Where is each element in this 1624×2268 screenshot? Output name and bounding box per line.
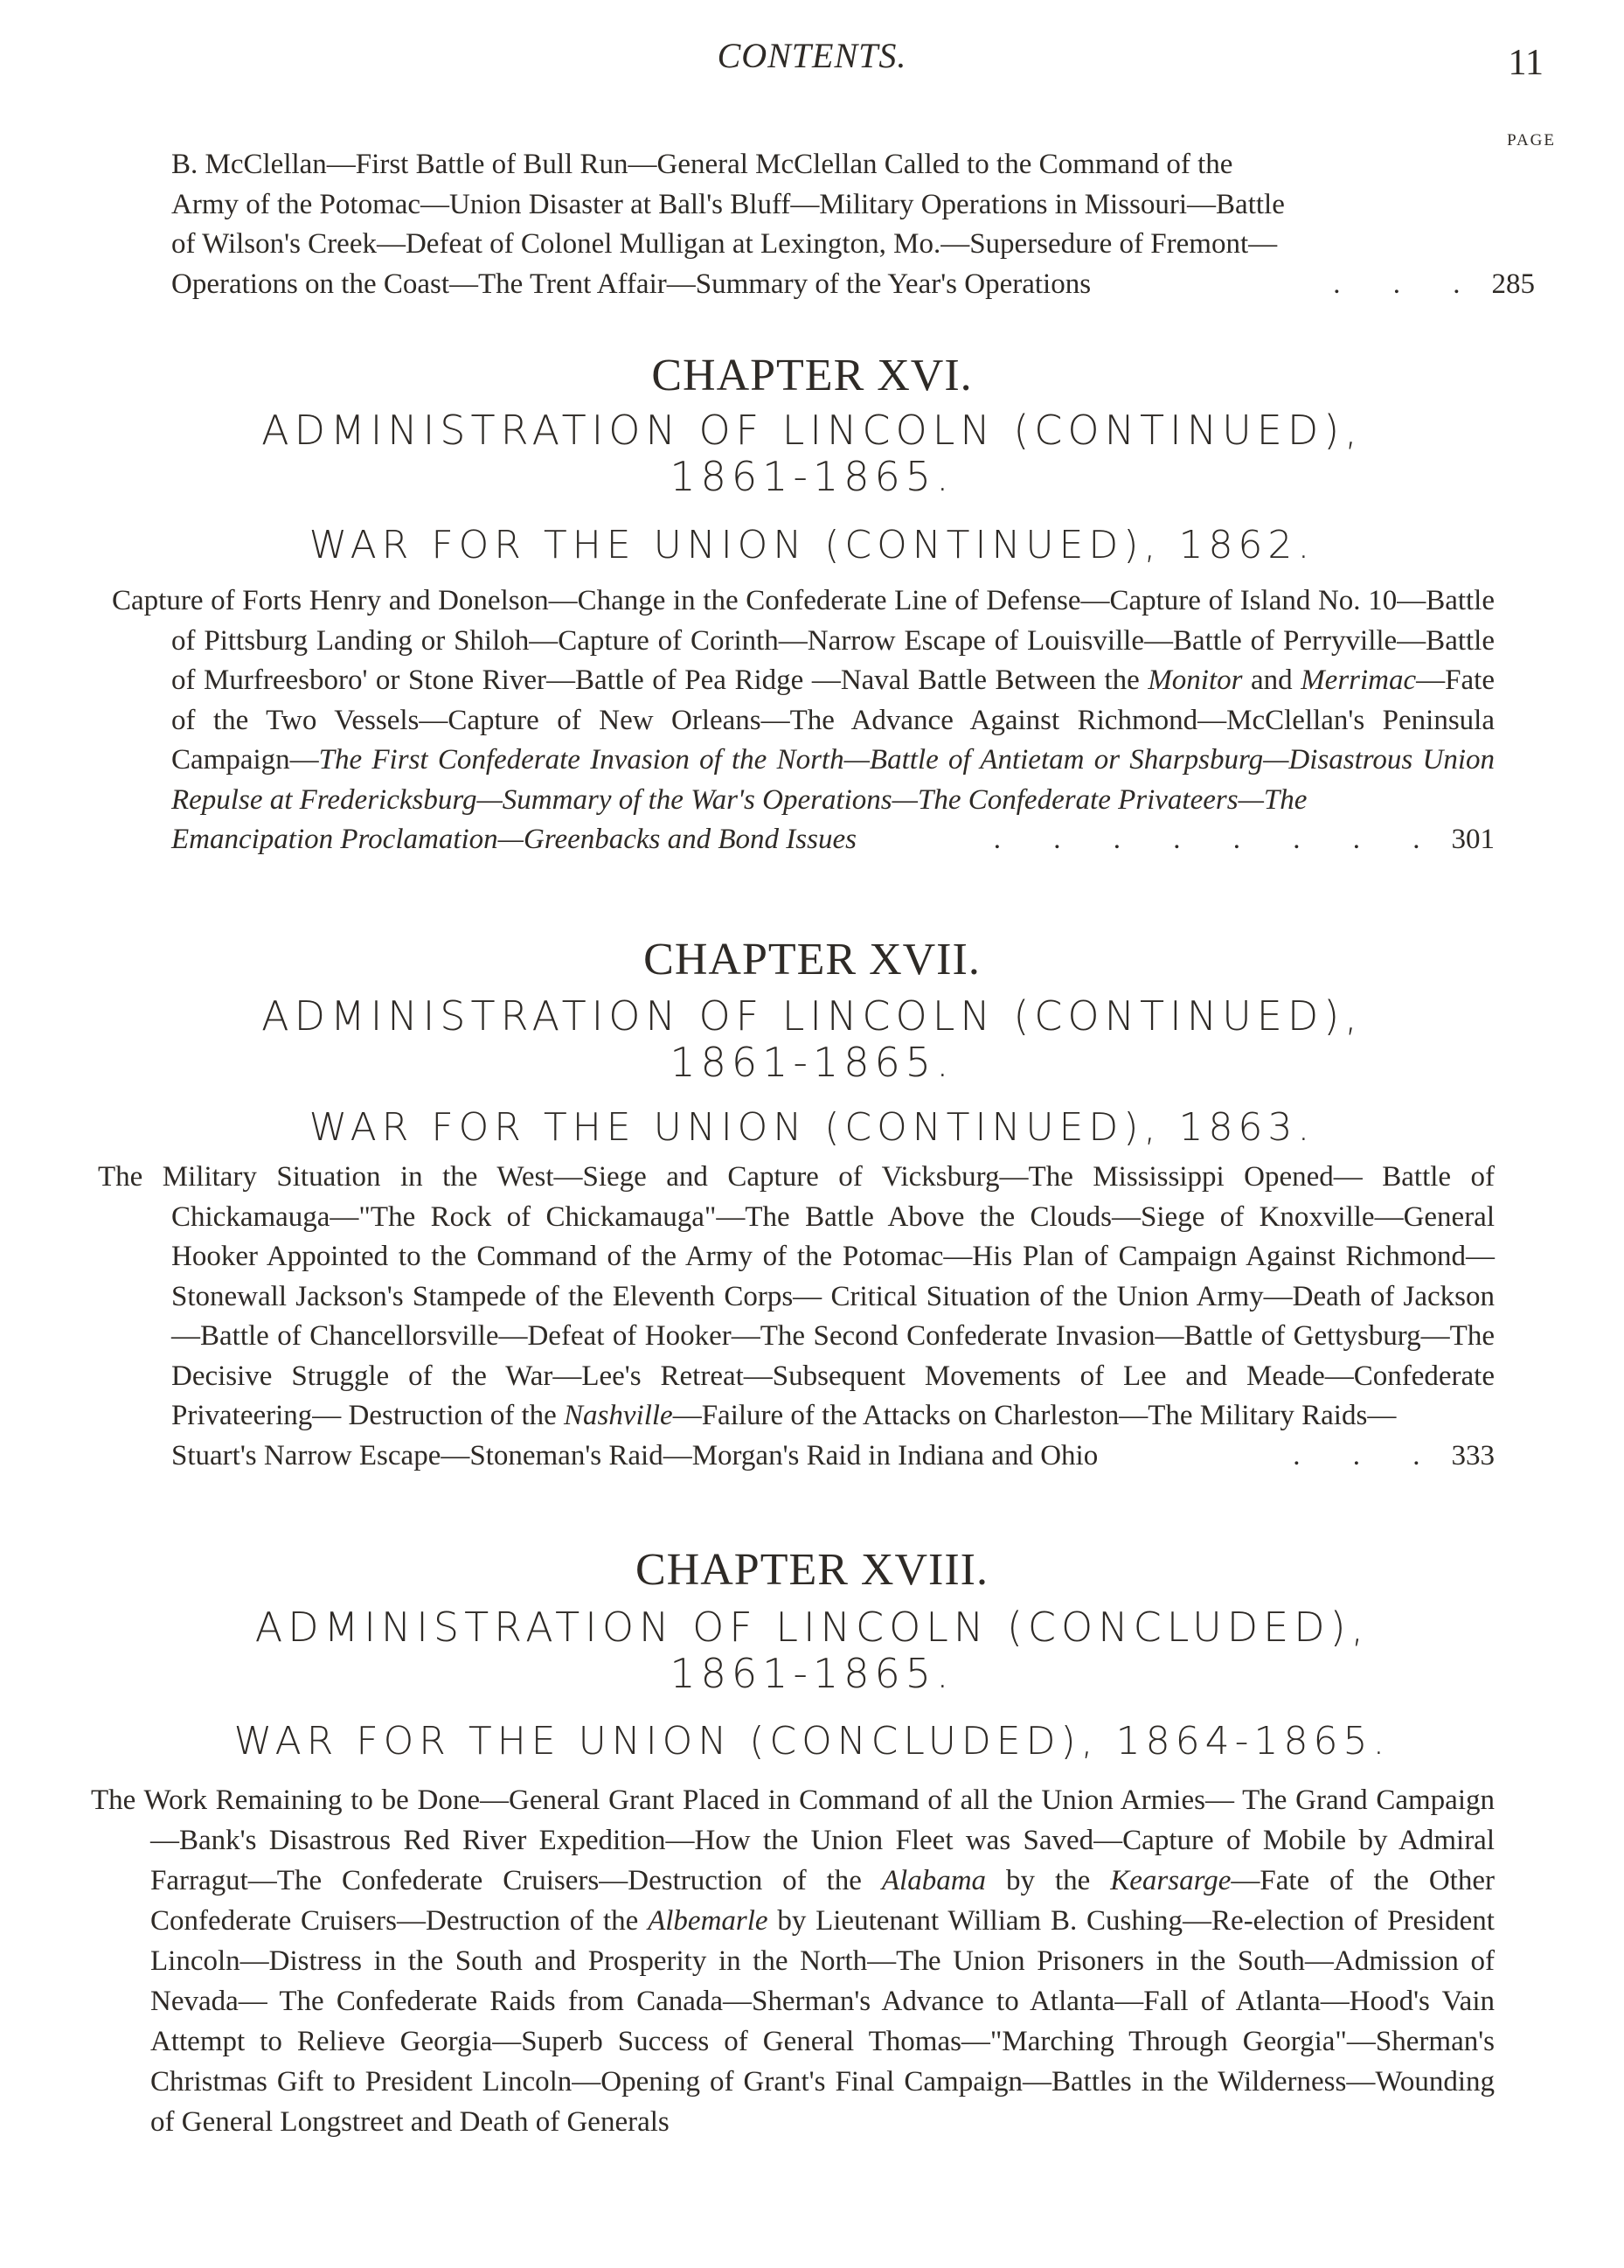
summary-italic: Albemarle [648,1905,768,1937]
page-reference: 285 [1491,268,1535,300]
chapter-title: CHAPTER XVII. [643,935,981,984]
running-title: CONTENTS. [717,36,907,75]
summary-text: —Failure of the Attacks on Charleston—The Military Raids— [672,1400,1397,1431]
summary-text: —Fate of the Other Confederate Cruisers—Destruction of the [150,1865,1495,1937]
page-reference: 333 [1451,1439,1495,1471]
administration-title: ADMINISTRATION OF LINCOLN (CONCLUDED), [254,1604,1370,1651]
war-title: WAR FOR THE UNION (CONCLUDED), 1864-1865. [233,1719,1391,1764]
summary-italic: Kearsarge [1110,1865,1232,1896]
chapter-summary [112,581,1495,860]
summary-text: Capture of Forts Henry and Donelson—Change in the Confederate Line of Defense—Capture of Island No. 10—Battle of Pittsburg Landing or Shiloh—Capture of Corinth—Narrow Escape of Louisville—Battle of Perryville—Battle of Murfreesboro' or Stone River—Battle of Pea Ridge —Naval Battle Between the [112,585,1495,696]
administration-title: ADMINISTRATION OF LINCOLN (CONTINUED), [261,992,1363,1040]
summary-italic: The First Confederate Invasion of the North—Battle of Antietam or Sharpsburg—Disastrous Union Repulse at Fredericksburg—Summary of the War's Operations—The Confederate Privateers—The [171,744,1495,816]
chapter-summary [91,1780,1495,2142]
toc-entry-chapter-xv-continued [171,145,1535,304]
administration-title: ADMINISTRATION OF LINCOLN (CONTINUED), [261,407,1363,454]
page-column-label: PAGE [1507,131,1556,150]
entry-line: of Wilson's Creek—Defeat of Colonel Mulligan at Lexington, Mo.—Supersedure of Fremont— [171,228,1278,260]
page-reference: 301 [1451,824,1495,855]
toc-last-line [98,1437,1495,1477]
summary-italic: Nashville [564,1400,673,1431]
summary-text: —Fate of the Two Vessels—Capture of New Orleans—The Advance Against Richmond—McClellan's Peninsula Campaign— [171,664,1495,776]
entry-line: B. McClellan—First Battle of Bull Run—General McClellan Called to the Command of the [171,149,1233,180]
summary-text: The Military Situation in the West—Siege and Capture of Vicksburg—The Mississippi Opened— Battle of Chickamauga—"The Rock of Chickamauga"—The Battle Above the Clouds—Siege of Knoxville—General Hooker Appointed to the Command of the Army of the Potomac—His Plan of Campaign Against Richmond—Stonewall Jackson's Stampede of the Eleventh Corps— Critical Situation of the Union Army—Death of Jackson—Battle of Chancellorsville—Defeat of Hooker—The Second Confederate Invasion—Battle of Gettysburg—The Decisive Struggle of the War—Lee's Retreat—Subsequent Movements of Lee and Meade—Confederate Privateering— Destruction of the [98,1161,1495,1431]
chapter-title: CHAPTER XVI. [651,351,973,400]
administration-years: 1861-1865. [670,1650,954,1697]
summary-text: by Lieutenant William B. Cushing—Re-election of President Lincoln—Distress in the South and Prosperity in the North—The Union Prisoners in the South—Admission of Nevada— The Confederate Raids from Canada—Sherman's Advance to Atlanta—Fall of Atlanta—Hood's Vain Attempt to Relieve Georgia—Superb Success of General Thomas—"Marching Through Georgia"—Sherman's Christmas Gift to President Lincoln—Opening of Grant's Final Campaign—Battles in the Wilderness—Wounding of General Longstreet and Death of Generals [150,1905,1495,2138]
page-number: 11 [1508,43,1544,83]
summary-italic: Monitor [1148,664,1243,696]
entry-line: Army of the Potomac—Union Disaster at Ball's Bluff—Military Operations in Missouri—Battle [171,188,1285,220]
summary-italic: Alabama [881,1865,987,1896]
chapter-title: CHAPTER XVIII. [635,1545,989,1595]
summary-text: by the [986,1865,1111,1896]
toc-last-line [171,265,1535,305]
administration-years: 1861-1865. [670,1039,954,1086]
administration-years: 1861-1865. [670,453,954,500]
leader-dots: . . . [1333,268,1483,300]
summary-text: The Work Remaining to be Done—General Grant Placed in Command of all the Union Armies— The Grand Campaign—Bank's Disastrous Red River Expedition—How the Union Fleet was Saved—Capture of Mobile by Admiral Farragut—The Confederate Cruisers—Destruction of the [91,1784,1495,1896]
war-title: WAR FOR THE UNION (CONTINUED), 1862. [309,523,1315,567]
entry-last-line: Operations on the Coast—The Trent Affair—Summary of the Year's Operations [171,268,1092,300]
summary-italic: Merrimac [1301,664,1417,696]
toc-last-line [112,820,1495,860]
chapter-summary [98,1158,1495,1476]
entry-last-line: Stuart's Narrow Escape—Stoneman's Raid—Morgan's Raid in Indiana and Ohio [171,1439,1099,1471]
leader-dots: . . . . . . . . [993,824,1443,855]
entry-last-line: Emancipation Proclamation—Greenbacks and Bond Issues [171,824,857,855]
war-title: WAR FOR THE UNION (CONTINUED), 1863. [309,1105,1315,1150]
leader-dots: . . . [1293,1439,1443,1471]
summary-text: and [1242,664,1301,696]
